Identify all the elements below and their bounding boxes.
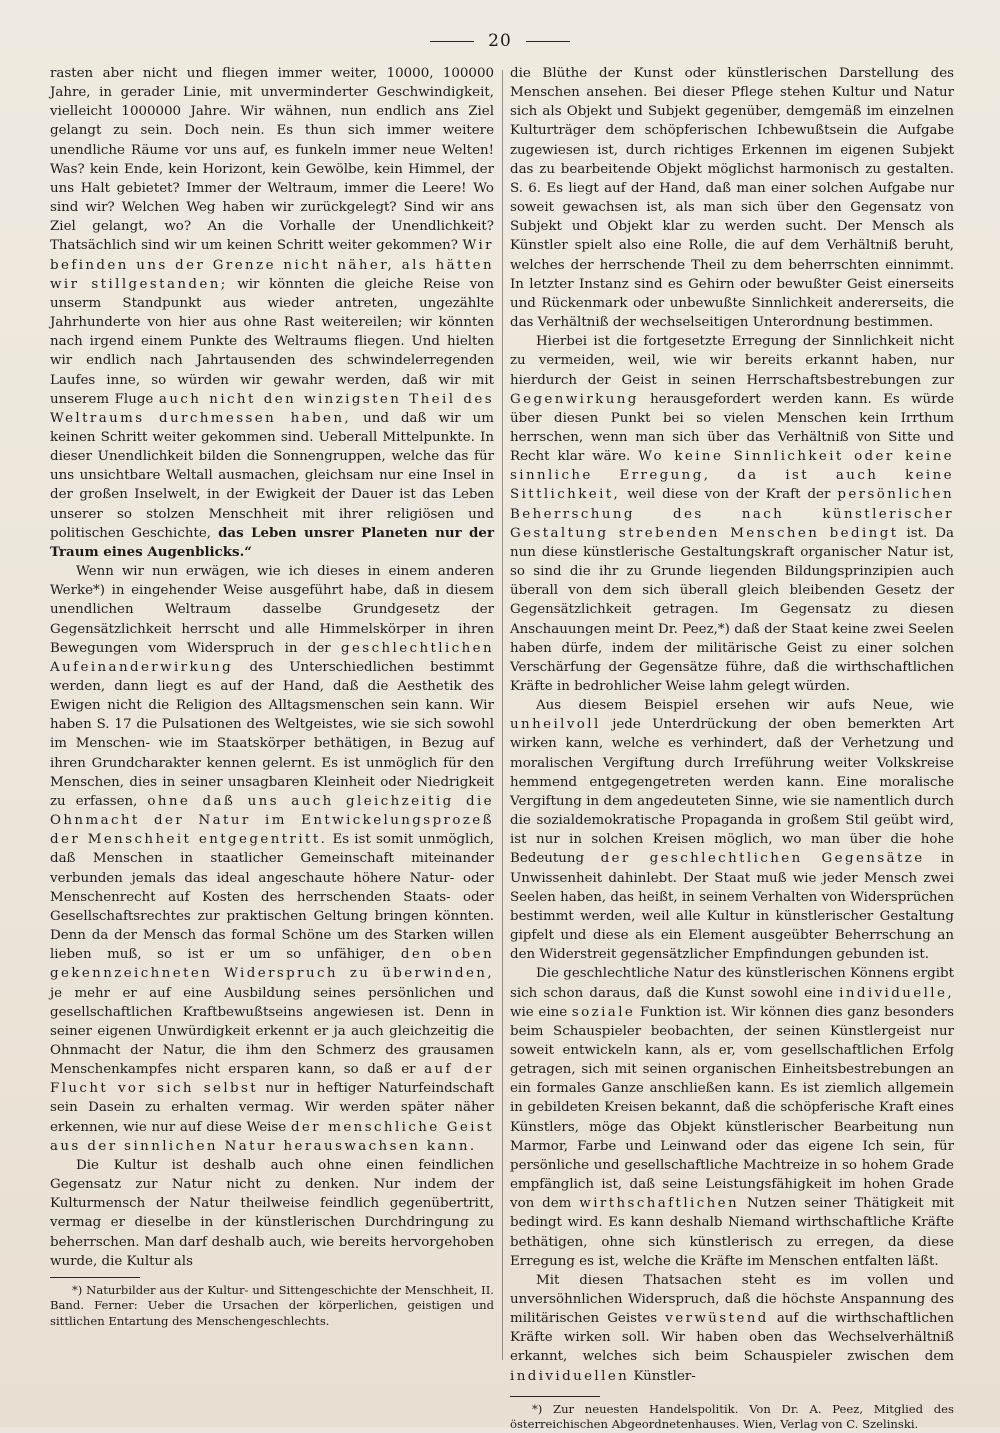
spaced-emphasis: individuellen <box>510 1368 630 1384</box>
left-paragraph-2 <box>50 562 494 1156</box>
text: wie eine <box>510 1004 568 1020</box>
spaced-emphasis: unheilvoll <box>510 717 601 733</box>
right-paragraph-3 <box>510 696 954 964</box>
left-footnote <box>50 1283 494 1329</box>
spaced-emphasis: den oben gekennzeichneten Widerspruch zu überwinden, <box>50 947 494 982</box>
bold-quote: das Leben unsrer Planeten nur der Traum eines Augenblicks.“ <box>50 524 494 560</box>
text: Mit diesen Thatsachen steht es im vollen und unversöhnlichen Widerspruch, daß die höchste Anspannung des militärischen Geistes <box>510 1272 954 1327</box>
text: Nutzen seiner Thätigkeit mit bedingt wird. Es kann deshalb Niemand wirthschaftliche Kräfte bethätigen, ohne sich künstlerisch zu erregen, da diese Erregung es ist, welche die Kräfte im Menschen entfalten läßt. <box>510 1196 954 1269</box>
footnote-text: *) Zur neuesten Handelspolitik. Von Dr. A. Peez, Mitglied des österreichischen Abgeordnetenhauses. Wien, Verlag von C. Szelinski. <box>510 1401 954 1432</box>
text: Es ist somit unmöglich, daß Menschen in staatlicher Gemeinschaft miteinander verbunden jemals das ideal angeschaute höhere Natur- oder Menschenrecht auf Kosten des herrschenden Staats- oder Gesellschaftsrechtes zur praktischen Geltung bringen könnten. Denn da der Mensch das formal Schöne um des Starken willen lieben muß, so ist er um so unfähiger, <box>50 832 494 963</box>
header-rule-right <box>526 41 570 42</box>
column-divider <box>502 70 503 1360</box>
footnote-rule <box>510 1396 600 1397</box>
footnote-rule <box>50 1277 140 1278</box>
text: Hierbei ist die fortgesetzte Erregung der Sinnlichkeit nicht zu vermeiden, weil, wie wir bereits erkannt haben, nur hierdurch der Geist in seinen Herrschaftsbestrebungen zur <box>510 334 954 388</box>
spaced-emphasis: Gegenwirkung <box>510 391 639 407</box>
text: auf die wirthschaftlichen Kräfte wirken soll. Wir haben oben das Wechselverhältniß erkannt, welches sich beim Schauspieler zwischen dem <box>510 1311 954 1365</box>
text: nur in heftiger Naturfeindschaft sein Dasein zu erhalten vermag. Wir werden später näher erkennen, wie nur auf diese Weise <box>50 1081 494 1135</box>
right-footnote <box>510 1402 954 1433</box>
text: ist. Da nun diese künstlerische Gestaltungskraft organischer Natur ist, so sind die ihr zu Grunde liegenden Bildungsprinzipien auch überall von dem sich überall gleich bleibenden Gesetz der Gegensätzlichkeit getragen. Im Gegensatz zu diesen Anschauungen meint Dr. Peez,*) daß der Staat keine zwei Seelen haben dürfe, indem der militärische Geist zu einer solchen Verschärfung der Gegensätze führe, daß die wirthschaftlichen Kräfte in bedrohlicher Weise lahm gelegt würden. <box>510 525 954 694</box>
right-column <box>510 64 954 1433</box>
text: Wenn wir nun erwägen, wie ich dieses in einem anderen Werke*) in eingehender Weise ausgeführt habe, daß in diesem unendlichen Weltraum dasselbe Grundgesetz der Gegensätzlichkeit herrscht und alle Himmelskörper in ihren Bewegungen vom Widerspruch in der <box>50 564 494 656</box>
right-paragraph-2 <box>510 332 954 696</box>
spaced-emphasis: Wir befinden uns der Grenze nicht näher, als hätten wir stillgestanden; <box>50 238 494 292</box>
text: in Unwissenheit dahinlebt. Der Staat muß wie jeder Mensch zwei Seelen haben, das heißt, in seinem Verhalten von Widersprüchen bestimmt werden, weil alle Kultur in künstlerischer Gestaltung gipfelt und diese als ein Element ausgeübter Beherrschung an den Widerstreit gegensätzlicher Empfindungen gebunden ist. <box>510 851 954 963</box>
spaced-emphasis: auf der Flucht vor sich selbst <box>50 1062 494 1097</box>
right-paragraph-5 <box>510 1271 954 1386</box>
text: Die geschlechtliche Natur des künstlerischen Könnens ergibt sich schon daraus, daß die Kunst sowohl eine <box>510 966 954 1001</box>
text: Künstler- <box>633 1368 696 1384</box>
header-rule-left <box>430 41 474 42</box>
page-number: 20 <box>488 31 512 51</box>
text: des Unterschiedlichen bestimmt werden, dann liegt es auf der Hand, daß die Aesthetik des Ewigen nicht die Religion des Alltagsmenschen sein kann. Wir haben S. 17 die Pulsationen des Weltgeistes, wie sie sich sowohl im Menschen- wie im Staatskörper bethätigen, in Bezug auf ihren Grundcharakter kennen gelernt. Es ist unmöglich für den Menschen, dies in seiner unsagbaren Kleinheit oder Niedrigkeit zu erfassen, <box>50 659 494 809</box>
spaced-emphasis: Wo keine Sinnlichkeit oder keine sinnliche Erregung, da ist auch keine Sittlichkeit, <box>510 449 954 503</box>
footnote-text: *) Naturbilder aus der Kultur- und Sittengeschichte der Menschheit, II. Band. Ferner: Ueber die Ursachen der körperlichen, geistigen und sittlichen Entartung des Menschengeschlechts. <box>50 1282 494 1328</box>
text: weil diese von der Kraft der <box>627 487 831 503</box>
text: herausgefordert werden kann. Es würde über diesen Punkt bei so vielen Menschen kein Irrthum herrschen, wenn man sich über das Verhältniß von Sitte und Recht klar wäre. <box>510 391 954 465</box>
text: je mehr er auf eine Ausbildung seines persönlichen und gesellschaftlichen Kraftbewußtseins angewiesen ist. Denn in seiner eigenen Unwürdigkeit erkennt er ja auch gleichzeitig die Ohnmacht der Natur, die ihm den Schmerz des grausamen Menschenkampfes nicht ersparen kann, so daß er <box>50 985 494 1078</box>
spaced-emphasis: auch nicht den winzigsten Theil des Weltraums durchmessen haben, <box>50 391 494 426</box>
spaced-emphasis: individuelle, <box>839 985 955 1001</box>
text: und daß wir um keinen Schritt weiter gekommen sind. Ueberall Mittelpunkte. In dieser Unendlichkeit bilden die Sonnengruppen, welche das für uns unsichtbare Weltall ausmachen, gleichsam nur eine Insel in der großen Inselwelt, in der Ewigkeit der Dauer ist das Leben unserer so stolzen Menschheit mit ihrer religiösen und politischen Geschichte, <box>50 410 494 541</box>
left-column <box>50 64 494 1329</box>
right-paragraph-1: die Blüthe der Kunst oder künstlerischen Darstellung des Menschen ansehen. Bei dieser Pflege stehen Kultur und Natur sich als Objekt und Subjekt gegenüber, demgemäß im einzelnen Kulturträger dem schöpferischen Ichbewußtsein die Aufgabe zugewiesen ist, durch richtiges Erkennen im eigenen Subjekt das zu bearbeitende Objekt möglichst harmonisch zu gestalten. S. 6. Es liegt auf der Hand, daß man einer solchen Aufgabe nur soweit gewachsen ist, als man sich über den Gegensatz von Subjekt und Objekt klar zu werden sucht. Der Mensch als Künstler spielt also eine Rolle, die auf dem Verhältniß beruht, welches der herrschende Theil zu dem beherrschten einnimmt. In letzter Instanz sind es Gehirn oder bewußter Geist einerseits und Rückenmark oder unbewußte Sinnlichkeit andererseits, die das Verhältniß der wechselseitigen Unterordnung bestimmen. <box>510 66 954 331</box>
spaced-emphasis: der menschliche Geist aus der sinnlichen Natur herauswachsen kann. <box>50 1119 494 1154</box>
text: wir könnten die gleiche Reise von unserm Standpunkt aus wieder antreten, ungezählte Jahrhunderte von hier aus ohne Rast weitereilen; wir könnten nach irgend einem Punkte des Weltraums fliegen. Und hielten wir endlich nach Jahrtausenden des schwindelerregenden Laufes inne, so würden wir gewahr werden, daß wir mit unserem Fluge <box>50 276 494 407</box>
spaced-emphasis: geschlechtlichen Aufeinanderwirkung <box>50 640 495 675</box>
spaced-emphasis: persönlichen Beherrschung des nach künstlerischer Gestaltung strebenden Menschen bedingt <box>510 487 954 541</box>
spaced-emphasis: der geschlechtlichen Gegensätze <box>600 851 925 867</box>
spaced-emphasis: wirthschaftlichen <box>579 1196 740 1212</box>
text: jede Unterdrückung der oben bemerkten Art wirken kann, welche es verhindert, daß der Verhetzung und moralischen Vergiftung durch Irreführung weiter Volkskreise hemmend entgegengetreten werden kann. Eine moralische Vergiftung in dem angedeuteten Sinne, wie sie namentlich durch die sozialdemokratische Propaganda in großem Stil geübt wird, ist nur in solchen Kreisen möglich, wo man über die hohe Bedeutung <box>510 717 954 867</box>
right-paragraph-4 <box>510 964 954 1271</box>
text: rasten aber nicht und fliegen immer weiter, 10000, 100000 Jahre, in gerader Linie, mit unverminderter Geschwindigkeit, vielleicht 1000000 Jahre. Wir wähnen, nun endlich ans Ziel gelangt zu sein. Doch nein. Es thun sich immer weitere unendliche Räume vor uns auf, es funkeln immer neue Welten! Was? kein Ende, kein Horizont, kein Gewölbe, kein Himmel, der uns Halt gebietet? Immer der Weltraum, immer die Leere! Wo sind wir? Welchen Weg haben wir zurückgelegt? Sind wir ans Ziel gelangt, wo? An die Vorhalle der Unendlichkeit? Thatsächlich sind wir um keinen Schritt weiter gekommen? <box>50 66 494 254</box>
left-paragraph-1 <box>50 64 494 562</box>
spaced-emphasis: soziale <box>571 1004 636 1020</box>
text: Funktion ist. Wir können dies ganz besonders beim Schauspieler beobachten, der seinen Künstlergeist nur soweit entwickeln kann, als er, vom gesellschaftlichen Erfolg getragen, sich mit seinen organischen Einheitsbestrebungen an ein formales Ganze anschließen kann. Es ist ziemlich allgemein in gebildeten Kreisen bekannt, daß die schöpferische Kraft eines Künstlers, möge das Objekt künstlerischer Bearbeitung nun Marmor, Farbe und Leinwand oder das eigene Ich sein, für persönliche und gesellschaftliche Machtreize in so hohem Grade empfänglich ist, daß seine Leistungsfähigkeit im hohen Grade von dem <box>510 1004 955 1212</box>
left-paragraph-3: Die Kultur ist deshalb auch ohne einen feindlichen Gegensatz zur Natur nicht zu denken. Nur indem der Kulturmensch der Natur theilweise feindlich gegenübertritt, vermag er dieselbe in der künstlerischen Durchdringung zu beherrschen. Man darf deshalb auch, wie bereits hervorgehoben wurde, die Kultur als <box>50 1157 494 1269</box>
spaced-emphasis: ohne daß uns auch gleichzeitig die Ohnmacht der Natur im Entwickelungsprozeß der Menschheit entgegentritt. <box>50 793 494 848</box>
spaced-emphasis: verwüstend <box>665 1311 769 1327</box>
text: Aus diesem Beispiel ersehen wir aufs Neue, wie <box>536 698 954 714</box>
page-header <box>0 26 1000 56</box>
